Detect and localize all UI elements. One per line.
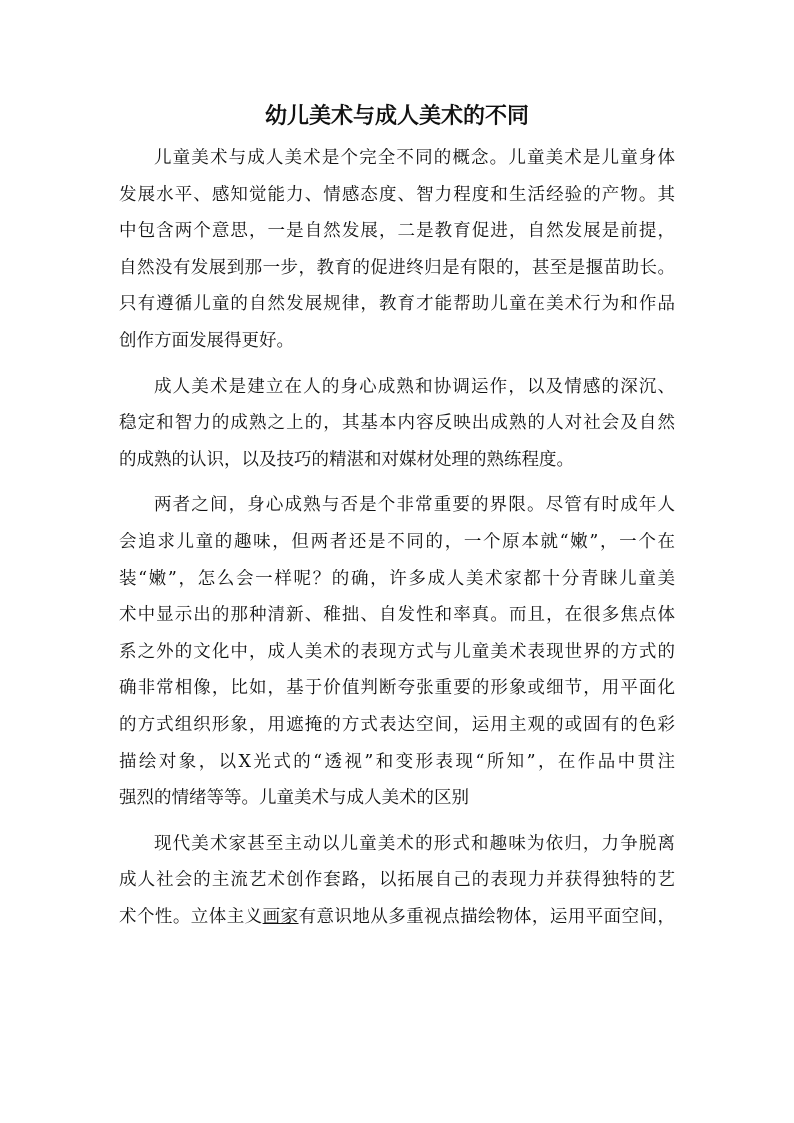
paragraph-2 [119, 369, 675, 479]
paragraph-line: 系之外的文化中，成人美术的表现方式与儿童美术表现世界的方式的 [119, 641, 675, 662]
paragraph-line: 发展水平、感知觉能力、情感态度、智力程度和生活经验的产物。其 [119, 184, 675, 205]
text-segment: 有意识地从多重视点描绘物体，运用平面空间， [298, 906, 676, 927]
paragraph-line: 儿童美术与成人美术是个完全不同的概念。儿童美术是儿童身体 [154, 148, 675, 168]
paragraph-line: 成人社会的主流艺术创作套路，以拓展自己的表现力并获得独特的艺 [119, 870, 675, 891]
paragraph-line: 只有遵循儿童的自然发展规律，教育才能帮助儿童在美术行为和作品 [119, 294, 675, 315]
paragraph-line: 的成熟的认识，以及技巧的精湛和对媒材处理的熟练程度。 [119, 449, 574, 470]
paragraph-line: 描绘对象，以X光式的“透视”和变形表现“所知”，在作品中贯注 [119, 751, 675, 772]
paragraph-line: 创作方面发展得更好。 [119, 330, 294, 351]
paragraph-line: 现代美术家甚至主动以儿童美术的形式和趣味为依归，力争脱离 [154, 833, 675, 854]
paragraph-line: 确非常相像，比如，基于价值判断夸张重要的形象或细节，用平面化 [119, 678, 675, 699]
paragraph-line: 的方式组织形象，用遮掩的方式表达空间，运用主观的或固有的色彩 [119, 714, 675, 735]
paragraph-3 [119, 487, 675, 816]
paragraph-line: 强烈的情绪等等。儿童美术与成人美术的区别 [119, 788, 469, 809]
text-segment: 术个性。立体主义 [119, 906, 263, 927]
paragraph-line-mixed [119, 899, 675, 936]
paragraph-line: 会追求儿童的趣味，但两者还是不同的，一个原本就“嫩”，一个在 [119, 531, 675, 552]
paragraph-line: 稳定和智力的成熟之上的，其基本内容反映出成熟的人对社会及自然 [119, 413, 675, 434]
paragraph-line: 装“嫩”，怎么会一样呢？的确，许多成人美术家都十分青睐儿童美 [119, 568, 675, 589]
document-title: 幼儿美术与成人美术的不同 [264, 103, 529, 129]
paragraph-line: 自然没有发展到那一步，教育的促进终归是有限的，甚至是揠苗助长。 [119, 257, 675, 278]
paragraph-line: 术中显示出的那种清新、稚拙、自发性和率真。而且，在很多焦点体 [119, 605, 675, 626]
paragraph-line: 两者之间，身心成熟与否是个非常重要的界限。尽管有时成年人 [154, 495, 675, 516]
underlined-word: 画家 [262, 906, 299, 927]
paragraph-line: 中包含两个意思，一是自然发展，二是教育促进，自然发展是前提， [119, 221, 675, 242]
paragraph-line: 成人美术是建立在人的身心成熟和协调运作，以及情感的深沉、 [154, 376, 675, 397]
paragraph-4 [119, 826, 675, 936]
document-body [119, 140, 675, 944]
paragraph-1 [119, 140, 675, 360]
